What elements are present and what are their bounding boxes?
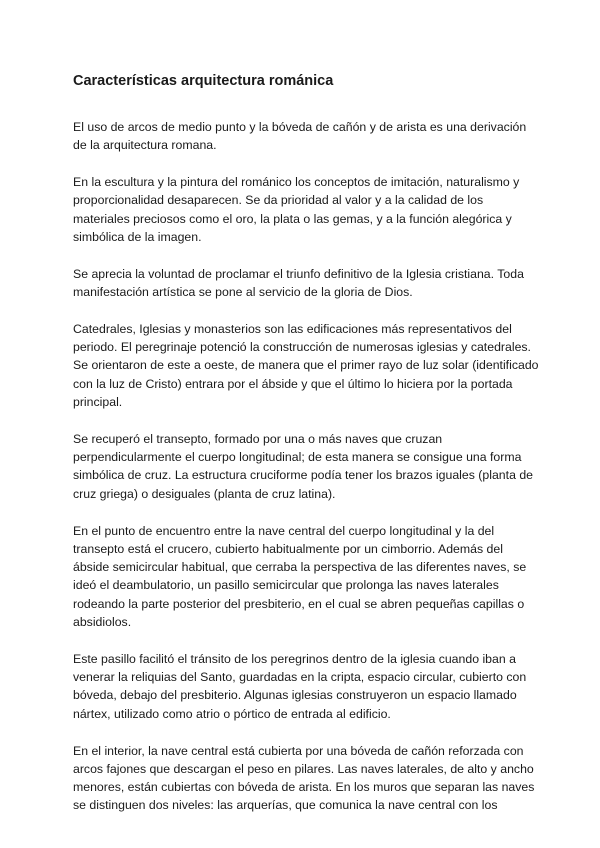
paragraph-7: Este pasillo facilitó el tránsito de los peregrinos dentro de la iglesia cuando iban a venerar la reliquias del Santo, guardadas en la cripta, espacio circular, cubierto con bóveda, debajo del presbiterio. Algunas iglesias construyeron un espacio llamado nártex, utilizado como atrio o pórtico de entrada al edificio. [73,651,527,721]
paragraph-1: El uso de arcos de medio punto y la bóveda de cañón y de arista es una derivación de la arquitectura romana. [73,120,527,153]
paragraph-4: Catedrales, Iglesias y monasterios son las edificaciones más representativos del periodo. El peregrinaje potenció la construcción de numerosas iglesias y catedrales. Se orientaron de este a oeste, de manera que el primer rayo de luz solar (identificado con la luz de Cristo) entrara por el ábside y que el último lo hiciera por la portada principal. [73,321,539,410]
document-title: Características arquitectura románica [73,73,334,89]
paragraph-2: En la escultura y la pintura del románico los conceptos de imitación, naturalismo y proporcionalidad desaparecen. Se da prioridad al valor y a la calidad de los materiales preciosos como el oro, la plata o las gemas, y a la función alegórica y simbólica de la imagen. [73,175,520,244]
paragraph-6: En el punto de encuentro entre la nave central del cuerpo longitudinal y la del transepto está el crucero, cubierto habitualmente por un cimborrio. Además del ábside semicircular habitual, que cerraba la perspectiva de las diferentes naves, se ideó el deambulatorio, un pasillo semicircular que prolonga las naves laterales rodeando la parte posterior del presbiterio, en el cual se abren pequeñas capillas o absidiolos. [73,523,527,630]
paragraph-8: En el interior, la nave central está cubierta por una bóveda de cañón reforzada con arcos fajones que descargan el peso en pilares. Las naves laterales, de alto y ancho menores, están cubiertas con bóveda de arista. En los muros que separan las naves se distinguen dos niveles: las arquerías, que comunica la nave central con los [73,743,535,813]
paragraph-5: Se recuperó el transepto, formado por una o más naves que cruzan perpendicularmente el cuerpo longitudinal; de esta manera se consigue una forma simbólica de cruz. La estructura cruciforme podía tener los brazos iguales (planta de cruz griega) o desiguales (planta de cruz latina). [73,431,533,501]
paragraph-3: Se aprecia la voluntad de proclamar el triunfo definitivo de la Iglesia cristiana. Toda manifestación artística se pone al servicio de la gloria de Dios. [73,266,524,300]
